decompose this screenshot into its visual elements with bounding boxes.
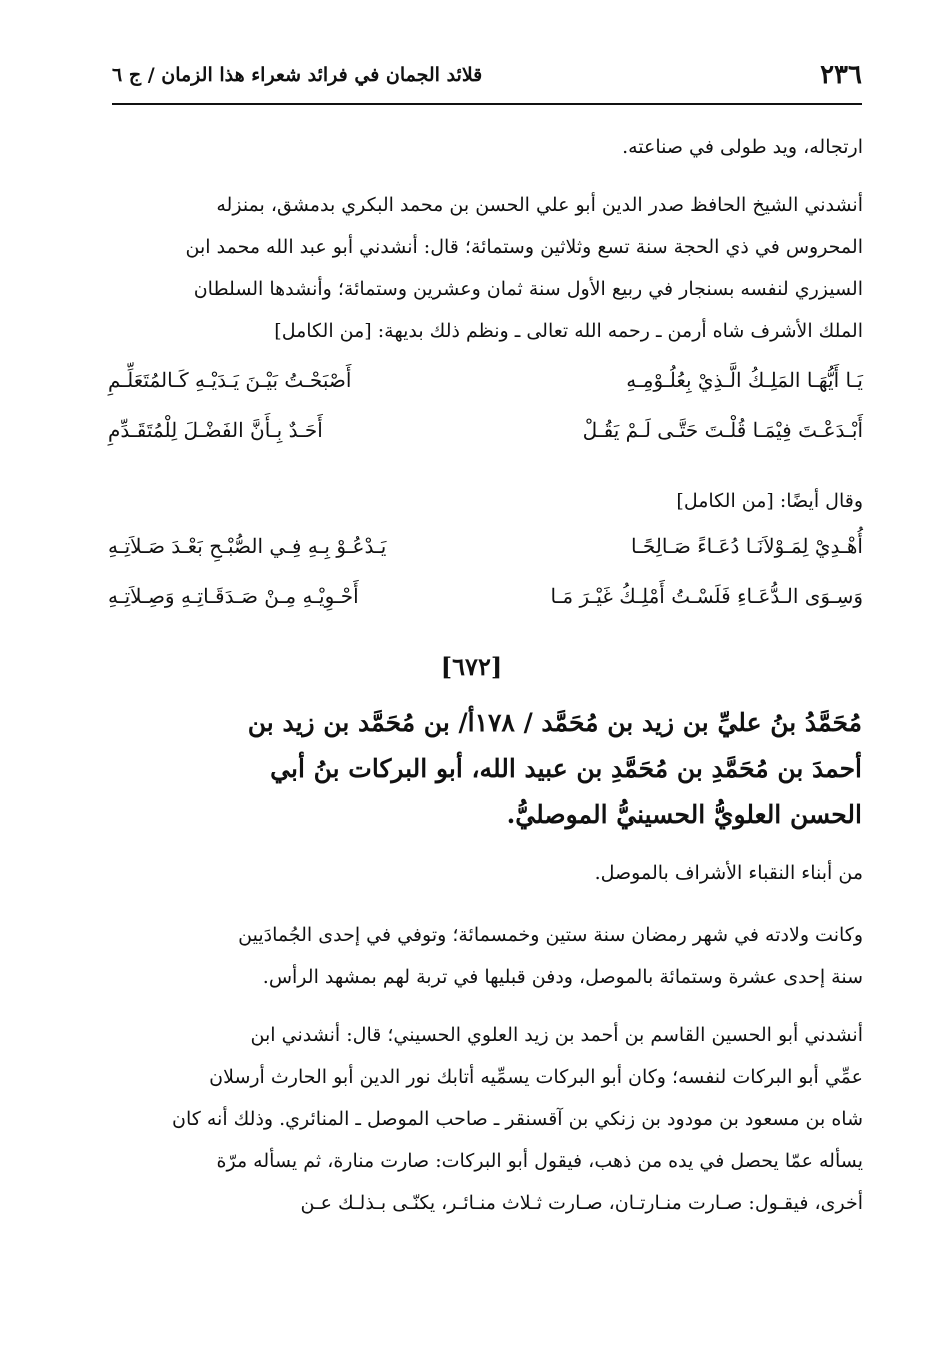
text-line: عمِّي أبو البركات لنفسه؛ وكان أبو البركات يسمِّيه أتابك نور الدين أبو الحارث أرسلان	[209, 1066, 863, 1088]
text-line: أخرى، فيقـول: صـارت منـارتـان، صـارت ثـلاث منـائـر، يكنّـى بـذلـك عـن	[300, 1192, 863, 1214]
paragraph-4	[108, 852, 863, 894]
text-line: أنشدني أبو الحسين القاسم بن أحمد بن زيد العلوي الحسيني؛ قال: أنشدني ابن	[250, 1024, 863, 1046]
text-line: الملك الأشرف شاه أرمن ـ رحمه الله تعالى ـ ونظم ذلك بديهة: [من الكامل]	[274, 320, 863, 342]
poem-2-verse	[108, 584, 863, 624]
paragraph-3	[268, 480, 863, 522]
running-title: قلائد الجمان في فرائد شعراء هذا الزمان / ج ٦	[112, 64, 483, 86]
running-header	[112, 50, 862, 100]
text-line: من أبناء النقباء الأشراف بالموصل.	[594, 862, 863, 884]
verse-first-hemistich: أَبْـدَعْـتَ فِيْمَـا قُلْـتَ حَتَّـى لَـمْ يَقُـلْ	[582, 418, 863, 442]
heading-line: مُحَمَّدُ بنُ عليِّ بن زيد بن مُحَمَّد / ١٧٨أ/ بن مُحَمَّد بن زيد بن	[247, 708, 862, 737]
paragraph-5	[108, 914, 863, 998]
poem-1-verse	[108, 368, 863, 408]
verse-second-hemistich: أَصْبَحْـتُ بَيْـنَ يَـدَيْـهِ كَـالمُتَعَلِّـمِ	[108, 368, 352, 392]
text-line: سنة إحدى عشرة وستمائة بالموصل، ودفن قبليها في تربة لهم بمشهد الرأس.	[262, 966, 863, 988]
poem-1-verse	[108, 418, 863, 458]
text-line: أنشدني الشيخ الحافظ صدر الدين أبو علي الحسن بن محمد البكري بدمشق، بمنزله	[216, 194, 863, 216]
verse-first-hemistich: أُهْـدِيْ لِمَـوْلاَنَـا دُعَـاءً صَـالِحًـا	[630, 534, 863, 558]
paragraph-6	[108, 1014, 863, 1224]
verse-first-hemistich: يَـا أَيُّهَـا المَلِـكُ الَّـذِيْ بِعُلُـوْمِـهِ	[626, 368, 863, 392]
text-line: السيزري لنفسه بسنجار في ربيع الأول سنة ثمان وعشرين وستمائة؛ وأنشدها السلطان	[193, 278, 863, 300]
verse-first-hemistich: وَسِـوَى الـدُّعَـاءِ فَلَسْـتُ أَمْلِـكُ غَيْـرَ مَـا	[550, 584, 863, 608]
entry-heading	[140, 700, 862, 838]
text-line: ارتجاله، ويد طولى في صناعته.	[622, 136, 863, 158]
text-line: المحروس في ذي الحجة سنة تسع وثلاثين وستمائة؛ قال: أنشدني أبو عبد الله محمد ابن	[185, 236, 863, 258]
verse-second-hemistich: أَحْـوِيْـهِ مِـنْ صَـدَقَـاتِـهِ وَصِـلاَتِـهِ	[108, 584, 359, 608]
verse-second-hemistich: يَـدْعُـوْ بِـهِ فِـي الصُّبْـحِ بَعْـدَ صَـلاَتِـهِ	[108, 534, 387, 558]
paragraph-1	[108, 126, 863, 168]
text-line: وقال أيضًا: [من الكامل]	[676, 490, 863, 512]
heading-line: الحسن العلويُّ الحسينيُّ الموصليُّ.	[506, 800, 862, 829]
text-line: وكانت ولادته في شهر رمضان سنة ستين وخمسمائة؛ وتوفي في إحدى الجُمادَيين	[238, 924, 863, 946]
paragraph-2	[108, 184, 863, 352]
heading-line: أحمدَ بن مُحَمَّدِ بن مُحَمَّدِ بن عبيد الله، أبو البركات بنُ أبي	[270, 754, 862, 783]
verse-second-hemistich: أَحَـدٌ بِـأَنَّ الفَضْـلَ لِلْمُتَقَـدِّمِ	[108, 418, 323, 442]
text-line: شاه بن مسعود بن مودود بن زنكي بن آقسنقر ـ صاحب الموصل ـ المنائري. وذلك أنه كان	[172, 1108, 863, 1130]
text-line: يسأله عمّا يحصل في يده من ذهب، فيقول أبو البركات: صارت منارة، ثم يسأله مرّة	[216, 1150, 863, 1172]
entry-number: [٦٧٢]	[440, 652, 503, 681]
header-rule	[112, 103, 862, 105]
poem-2-verse	[108, 534, 863, 574]
page-number: ٢٣٦	[820, 60, 862, 90]
